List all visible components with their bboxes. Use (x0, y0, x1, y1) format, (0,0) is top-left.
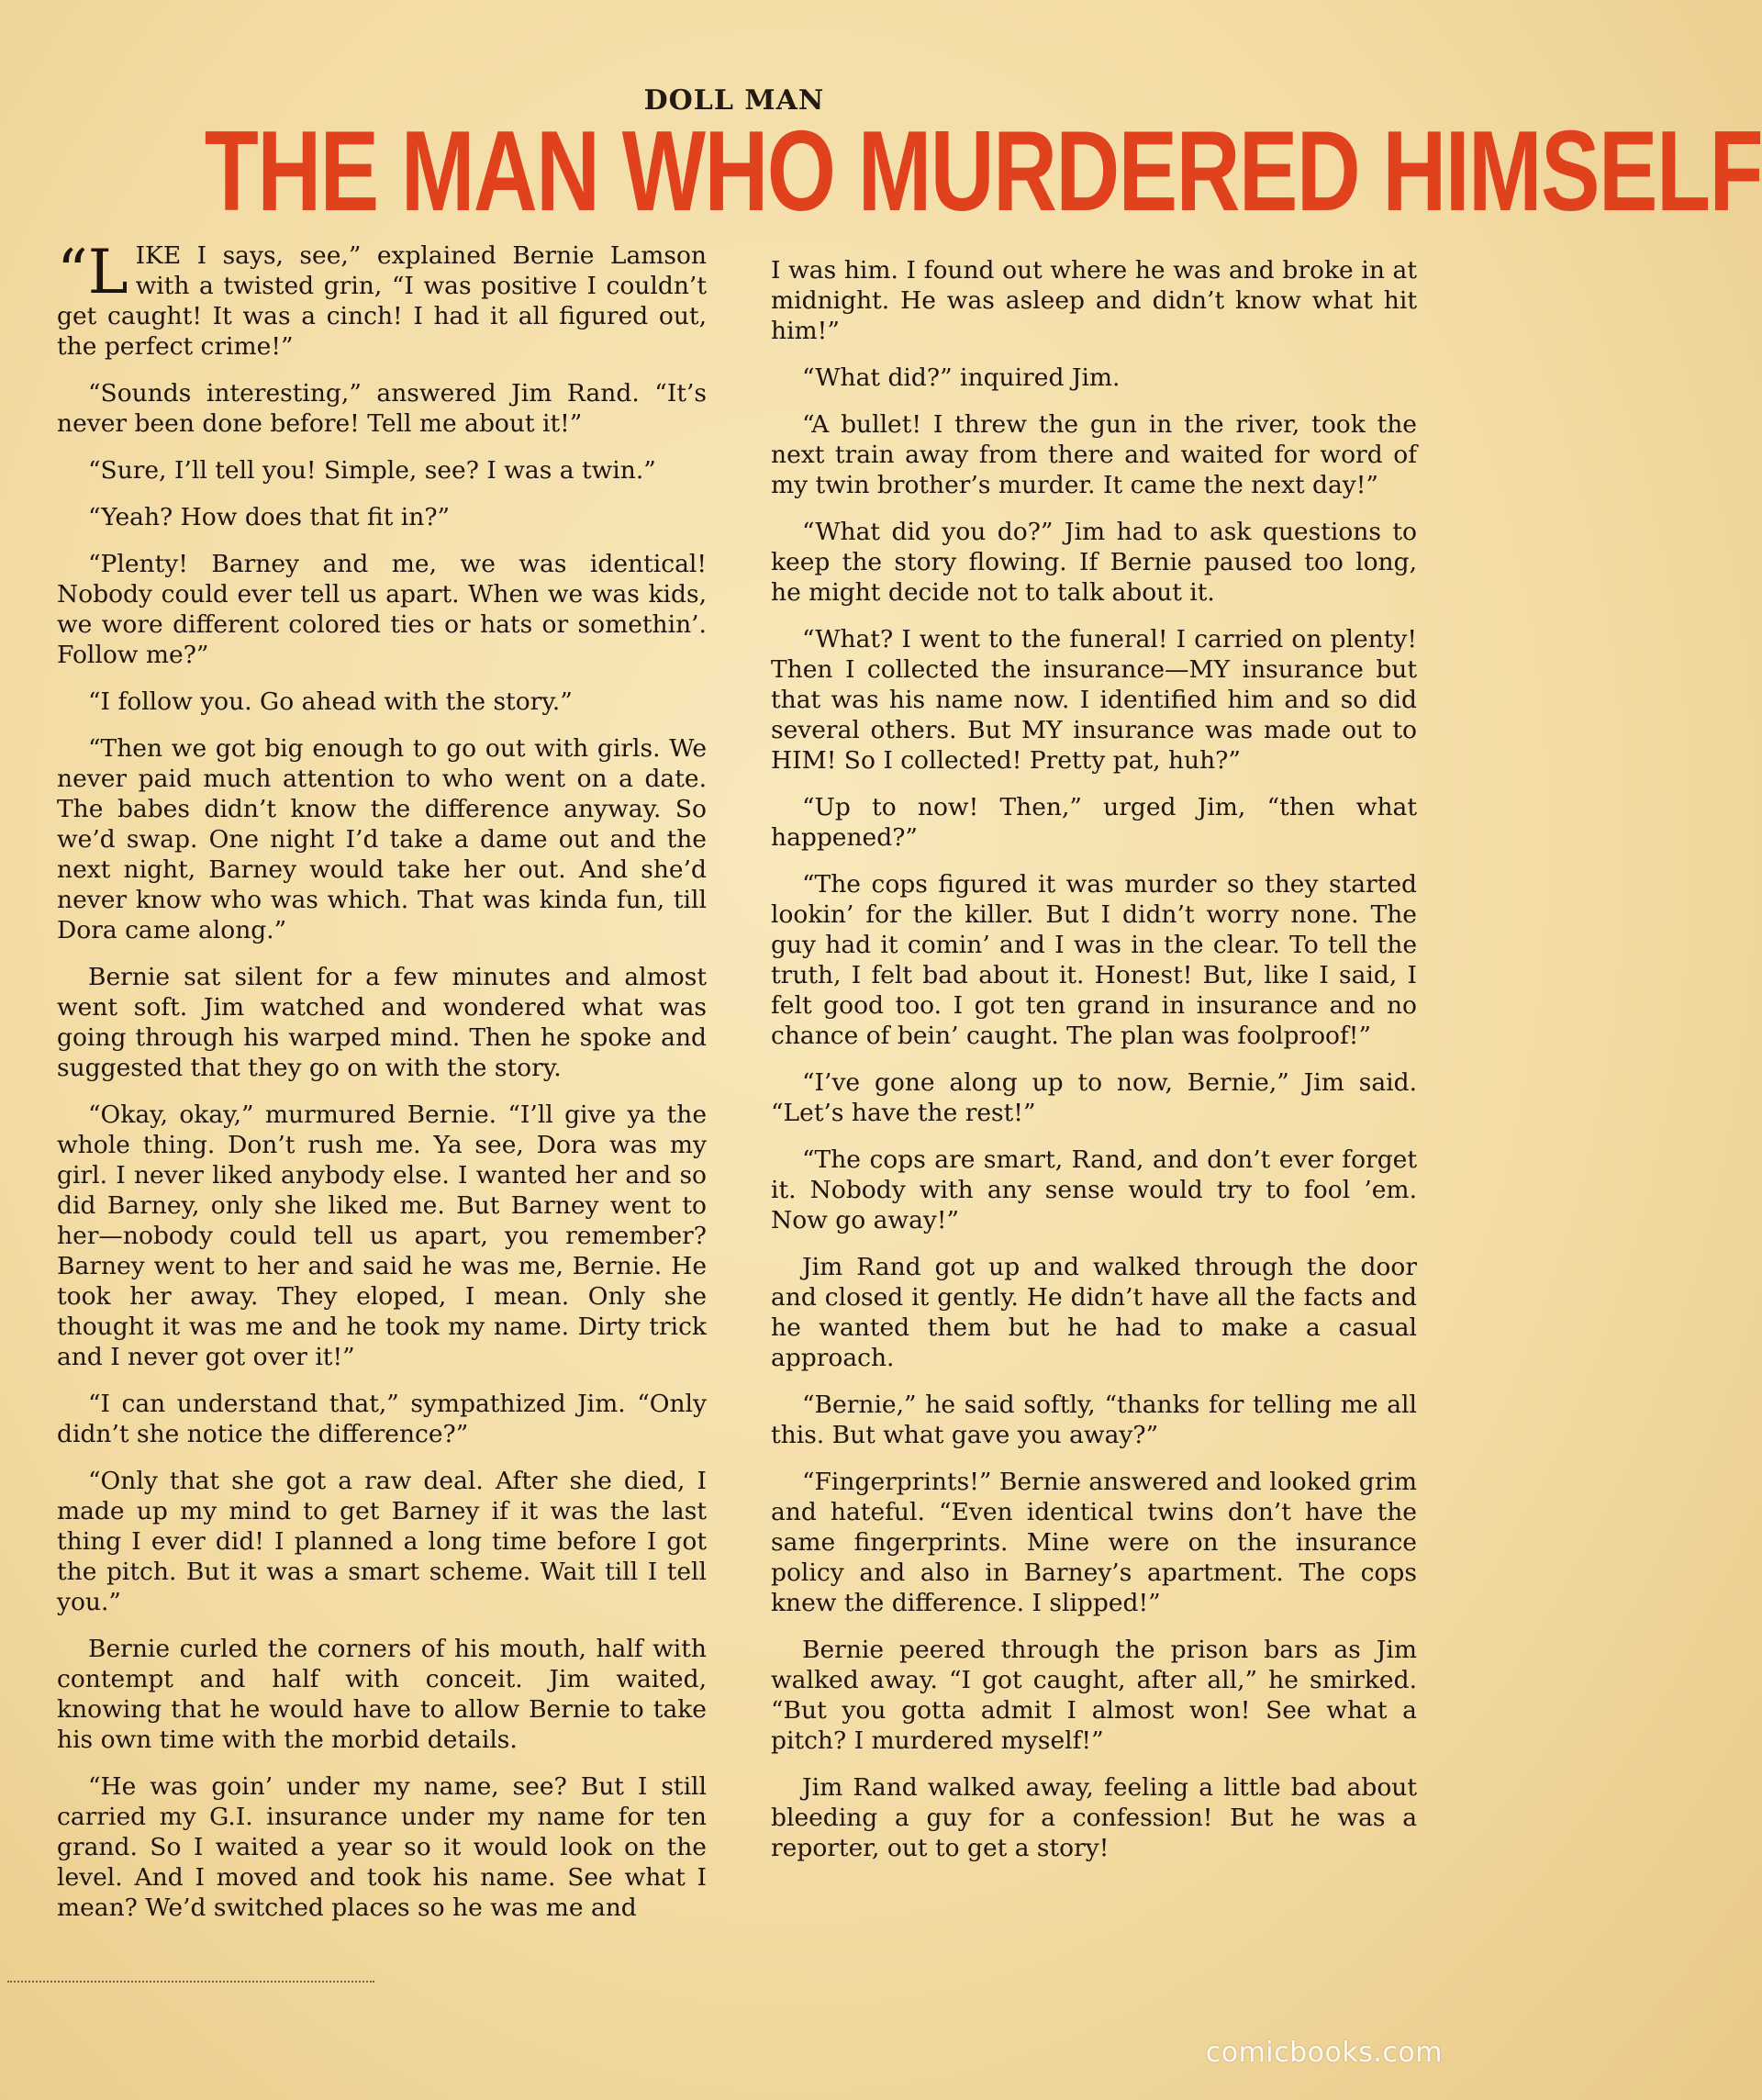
paragraph: “He was goin’ under my name, see? But I still carried my G.I. insurance under my name for ten grand. So I waited a year so it would look on the level. And I moved and took his name. See what I mean? We’d switched places so he was me and (57, 1772, 707, 1922)
paragraph: “I follow you. Go ahead with the story.” (88, 687, 573, 716)
paragraph: Jim Rand walked away, feeling a little bad about bleeding a guy for a confession! But he was a reporter, out to get a story! (771, 1773, 1417, 1862)
paragraph: “Sure, I’ll tell you! Simple, see? I was a twin.” (88, 456, 656, 485)
paragraph: “I can understand that,” sympathized Jim. “Only didn’t she notice the difference?” (57, 1390, 707, 1448)
paragraph: “Sounds interesting,” answered Jim Rand. “It’s never been done before! Tell me about it!” (57, 379, 707, 438)
paragraph: “The cops figured it was murder so they started lookin’ for the killer. But I didn’t worry none. The guy had it comin’ and I was in the clear. To tell the truth, I felt bad about it. Honest! But, like I said, I felt good too. I got ten grand in insurance and no chance of bein’ caught. The plan was foolproof!” (771, 870, 1417, 1050)
paragraph: “Okay, okay,” murmured Bernie. “I’ll give ya the whole thing. Don’t rush me. Ya see, Dora was my girl. I never liked anybody else. I wanted her and so did Barney, only she liked me. But Barney went to her—nobody could tell us apart, you remember? Barney went to her and said he was me, Bernie. He took her away. They eloped, I mean. Only she thought it was me and he took my name. Dirty trick and I never got over it!” (57, 1100, 707, 1371)
paragraph: “Only that she got a raw deal. After she died, I made up my mind to get Barney if it was the last thing I ever did! I planned a long time before I got the pitch. But it was a smart scheme. Wait till I tell you.” (57, 1467, 707, 1616)
right-column (771, 255, 1417, 1880)
paragraph: “Fingerprints!” Bernie answered and looked grim and hateful. “Even identical twins don’t have the same fingerprints. Mine were on the insurance policy and also in Barney’s apartment. The cops knew the difference. I slipped!” (771, 1468, 1417, 1617)
paragraph: Bernie sat silent for a few minutes and almost went soft. Jim watched and wondered what was going through his warped mind. Then he spoke and suggested that they go on with the story. (57, 963, 707, 1082)
opening-text: IKE I says, see,” explained Bernie Lamson with a twisted grin, “I was positive I couldn’t get caught! It was a cinch! I had it all figured out, the perfect crime!” (57, 241, 707, 361)
watermark: comicbooks.com (1205, 2037, 1443, 2069)
left-column (57, 237, 707, 1939)
paragraph: “Then we got big enough to go out with girls. We never paid much attention to who went on a date. The babes didn’t know the difference anyway. So we’d swap. One night I’d take a dame out and the next night, Barney would take her out. And she’d never know who was which. That was kinda fun, till Dora came along.” (57, 734, 707, 944)
paragraph: “Bernie,” he said softly, “thanks for telling me all this. But what gave you away?” (771, 1391, 1417, 1449)
paragraph: Jim Rand got up and walked through the door and closed it gently. He didn’t have all the facts and he wanted them but he had to make a casual approach. (771, 1253, 1417, 1372)
paragraph: “What did you do?” Jim had to ask questions to keep the story flowing. If Bernie paused too long, he might decide not to talk about it. (771, 518, 1417, 607)
opening-paragraph (57, 237, 707, 362)
story-title: THE MAN WHO MURDERED HIMSELF (204, 108, 1762, 235)
paragraph: “Plenty! Barney and me, we was identical! Nobody could ever tell us apart. When we was kids, we wore different colored ties or hats or somethin’. Follow me?” (57, 550, 707, 669)
paragraph: “The cops are smart, Rand, and don’t ever forget it. Nobody with any sense would try to fool ’em. Now go away!” (771, 1145, 1417, 1234)
paragraph: “Yeah? How does that fit in?” (88, 503, 451, 531)
paragraph: “What did?” inquired Jim. (802, 363, 1121, 392)
continuation-paragraph: I was him. I found out where he was and broke in at midnight. He was asleep and didn’t know what hit him!” (771, 256, 1417, 345)
paragraph: Bernie peered through the prison bars as Jim walked away. “I got caught, after all,” he smirked. “But you gotta admit I almost won! See what a pitch? I murdered myself!” (771, 1636, 1417, 1755)
drop-cap: “L (57, 237, 128, 307)
paragraph: Bernie curled the corners of his mouth, half with contempt and half with conceit. Jim waited, knowing that he would have to allow Bernie to take his own time with the morbid details. (57, 1635, 707, 1754)
paragraph: “A bullet! I threw the gun in the river, took the next train away from there and waited for word of my twin brother’s murder. It came the next day!” (771, 410, 1417, 499)
paragraph: “Up to now! Then,” urged Jim, “then what happened?” (771, 793, 1417, 852)
paragraph: “What? I went to the funeral! I carried on plenty! Then I collected the insurance—MY insurance but that was his name now. I identified him and so did several others. But MY insurance was made out to HIM! So I collected! Pretty pat, huh?” (771, 625, 1417, 775)
paragraph: “I’ve gone along up to now, Bernie,” Jim said. “Let’s have the rest!” (771, 1068, 1417, 1127)
footer-rule (7, 1981, 374, 1983)
series-header: DOLL MAN (643, 84, 825, 117)
